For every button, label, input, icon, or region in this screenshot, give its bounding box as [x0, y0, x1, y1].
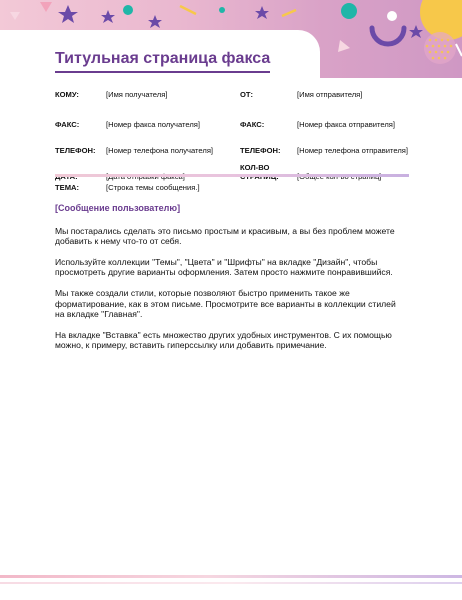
fields-divider — [55, 174, 409, 177]
confetti-dot — [219, 7, 225, 13]
fax-row-to-from — [55, 90, 409, 105]
message-heading[interactable]: [Сообщение пользователю] — [55, 203, 181, 213]
message-paragraph[interactable]: Мы также создали стили, которые позволяют быстро применить такое же форматирование, как в этом письме. Просмотрите все варианты в коллекции стилей на вкладке "Главная". — [55, 287, 396, 320]
label-fax-sender: ФАКС: — [240, 120, 265, 129]
value-sender-fax[interactable]: [Номер факса отправителя] — [297, 120, 395, 129]
confetti-arc — [372, 28, 404, 44]
label-fax-recipient: ФАКС: — [55, 120, 80, 129]
value-recipient-fax[interactable]: [Номер факса получателя] — [106, 120, 201, 129]
confetti-triangle — [10, 12, 20, 20]
message-body — [55, 203, 400, 361]
confetti-triangle — [338, 40, 350, 52]
confetti-star — [58, 5, 78, 23]
confetti-star — [255, 6, 269, 19]
fax-row-fax — [55, 105, 409, 131]
label-pages: КОЛ-ВО — [240, 163, 270, 172]
label-date — [55, 157, 106, 183]
confetti-line — [180, 6, 196, 14]
value-subject-line[interactable]: [Строка темы сообщения.] — [106, 183, 200, 192]
value-sender-phone[interactable]: [Номер телефона отправителя] — [297, 146, 408, 155]
message-paragraph[interactable]: На вкладке "Вставка" есть множество других удобных инструментов. С их помощью можно, к примеру, вставить гиперссылку или добавить примечание. — [55, 329, 392, 351]
page-title: Титульная страница факса — [55, 50, 270, 73]
confetti-white-dot — [387, 11, 397, 21]
footer-divider-secondary — [0, 582, 462, 584]
confetti-teal-circle — [341, 3, 357, 19]
confetti-star — [101, 10, 115, 23]
confetti-triangle — [40, 2, 52, 12]
confetti-line — [282, 10, 296, 16]
label-phone-recipient: ТЕЛЕФОН: — [55, 146, 96, 155]
confetti-dotted-circle — [424, 32, 456, 64]
fax-row-date-pages — [55, 157, 409, 183]
value-total-pages[interactable] — [297, 157, 409, 183]
label-from: ОТ: — [240, 90, 253, 99]
label-subject: ТЕМА: — [55, 183, 80, 192]
confetti-dot — [123, 5, 133, 15]
message-paragraph[interactable]: Мы постарались сделать это письмо простым и красивым, а вы без проблем можете добавить к нему что-то от себя. — [55, 225, 395, 247]
value-recipient-name[interactable]: [Имя получателя] — [106, 90, 168, 99]
fax-row-phone — [55, 131, 409, 157]
label-phone-sender: ТЕЛЕФОН: — [240, 146, 281, 155]
confetti-star — [148, 15, 162, 28]
fax-fields-table — [55, 90, 409, 195]
footer-divider — [0, 575, 462, 578]
label-to: КОМУ: — [55, 90, 79, 99]
message-paragraph[interactable]: Используйте коллекции "Темы", "Цвета" и "Шрифты" на вкладке "Дизайн", чтобы просмотреть другие варианты оформления. Затем просто нажмите понравившийся. — [55, 256, 393, 278]
confetti-star — [409, 25, 423, 38]
confetti-line — [456, 44, 462, 56]
value-sender-name[interactable]: [Имя отправителя] — [297, 90, 363, 99]
value-send-date[interactable] — [106, 157, 240, 183]
value-recipient-phone[interactable]: [Номер телефона получателя] — [106, 146, 214, 155]
fax-row-subject — [55, 183, 409, 195]
